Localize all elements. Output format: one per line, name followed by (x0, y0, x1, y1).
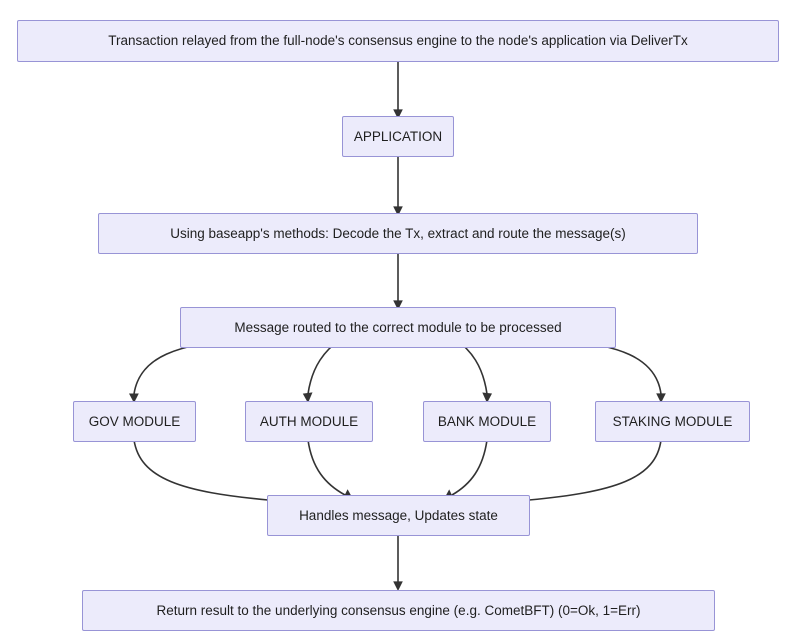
node-gov-module-label: GOV MODULE (88, 413, 181, 429)
edge-auth-handles (308, 440, 345, 495)
node-handles-message (267, 495, 530, 536)
node-staking-module-label: STAKING MODULE (612, 413, 733, 429)
node-baseapp (98, 213, 698, 254)
node-application (342, 116, 454, 157)
node-message-routed-label: Message routed to the correct module to be processed (234, 319, 562, 335)
node-staking-module (595, 401, 750, 442)
node-return-result (82, 590, 715, 631)
node-auth-module-label: AUTH MODULE (259, 413, 359, 429)
node-baseapp-label: Using baseapp's methods: Decode the Tx, extract and route the message(s) (170, 225, 626, 241)
node-return-result-label: Return result to the underlying consensus engine (e.g. CometBFT) (0=Ok, 1=Err) (156, 602, 641, 618)
node-bank-module (423, 401, 551, 442)
node-handles-message-label: Handles message, Updates state (299, 507, 498, 523)
node-gov-module (73, 401, 196, 442)
node-application-label: APPLICATION (353, 128, 443, 144)
node-relay (17, 20, 779, 62)
node-message-routed (180, 307, 616, 348)
node-auth-module (245, 401, 373, 442)
edge-bank-handles (452, 440, 487, 495)
edge-gov-handles (134, 440, 268, 500)
node-relay-label: Transaction relayed from the full-node's consensus engine to the node's application via DeliverTx (108, 33, 688, 49)
node-bank-module-label: BANK MODULE (437, 413, 537, 429)
edge-staking-handles (529, 440, 661, 500)
